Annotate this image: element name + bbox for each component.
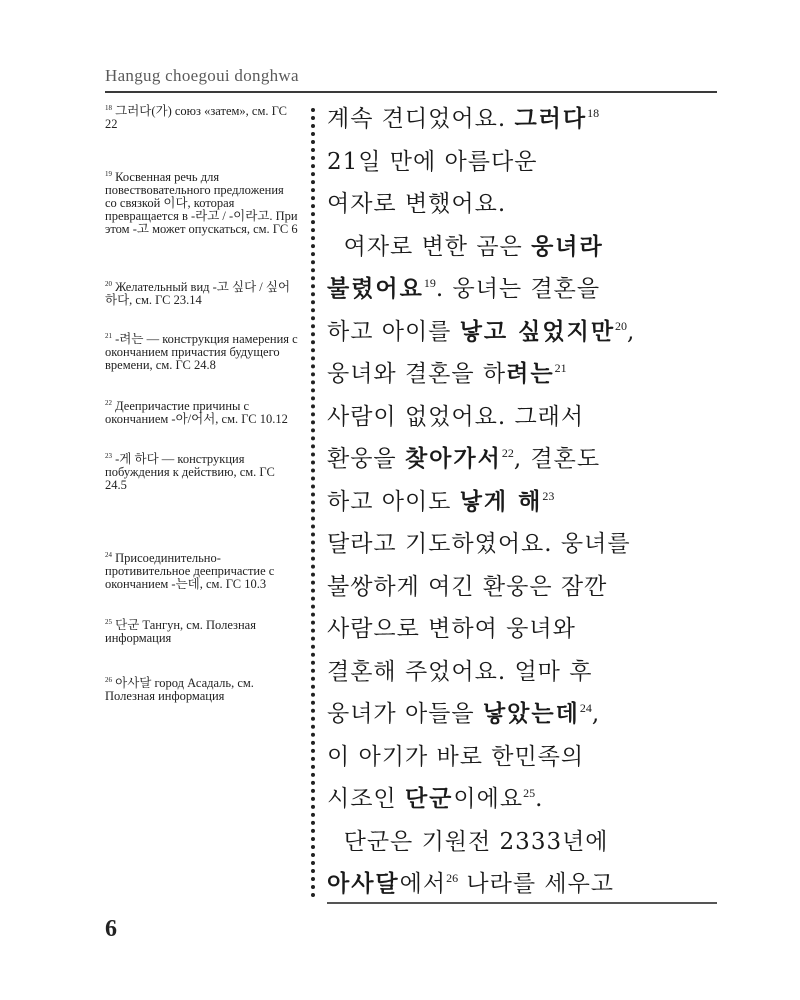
footnote-18: $^{18}$ 그러다(가) союз «затем», см. ГС 22	[105, 104, 288, 131]
text-line: 사람이 없었어요. 그래서	[327, 403, 585, 430]
bottom-rule	[327, 902, 717, 904]
text-line: 웅녀와 결혼을 하려는$^{21}$	[327, 361, 567, 387]
text-line: 불쌍하게 여긴 환웅은 잠깐	[327, 573, 608, 600]
dotted-divider	[311, 108, 315, 898]
footnote-19: $^{19}$ Косвенная речь для повествовательного предложения со связкой 이다, которая превращается в -라고 / -이라고. При этом -고 может опускаться, см. ГС 6	[105, 170, 298, 236]
text-line: 사람으로 변하여 웅녀와	[327, 616, 576, 642]
text-line: 아사달에서$^{26}$ 나라를 세우고	[327, 871, 615, 897]
text-line: 여자로 변했어요.	[327, 191, 507, 217]
footnote-25: $^{25}$ 단군 Тангун, см. Полезная информация	[105, 618, 256, 645]
footnote-24: $^{24}$ Присоединительно-противительное деепричастие с окончанием -는데, см. ГС 10.3	[105, 551, 275, 591]
footnote-20: $^{20}$ Желательный вид -고 싶다 / 싶어하다, см. ГС 23.14	[105, 280, 291, 307]
main-text	[327, 98, 727, 906]
footnote-21: $^{21}$ -려는 — конструкция намерения с окончанием причастия будущего времени, см. ГС 24.8	[105, 332, 298, 372]
page-number: 6	[105, 916, 117, 942]
text-line: 하고 아이도 낳게 해$^{23}$	[327, 488, 555, 515]
footnote-23: $^{23}$ -게 하다 — конструкция побуждения к действию, см. ГС 24.5	[105, 452, 275, 492]
text-line: 여자로 변한 곰은 웅녀라	[327, 233, 604, 260]
text-line: 계속 견디었어요. 그러다$^{18}$	[327, 106, 600, 132]
text-line: 이 아기가 바로 한민족의	[327, 743, 585, 770]
text-line: 시조인 단군이에요$^{25}$.	[327, 786, 544, 812]
text-line: 결혼해 주었어요. 얼마 후	[327, 658, 593, 685]
text-line: 환웅을 찾아가서$^{22}$, 결혼도	[327, 446, 601, 472]
text-line: 21일 만에 아름다운	[327, 148, 538, 175]
running-header: Hangug choegoui donghwa	[105, 66, 299, 85]
header-rule	[105, 91, 717, 93]
footnote-26: $^{26}$ 아사달 город Асадаль, см. Полезная информация	[105, 676, 254, 703]
text-line: 웅녀가 아들을 낳았는데$^{24}$,	[327, 701, 601, 727]
text-line: 달라고 기도하였어요. 웅녀를	[327, 531, 631, 557]
text-line: 하고 아이를 낳고 싶었지만$^{20}$,	[327, 318, 636, 345]
text-line: 불렸어요$^{19}$. 웅녀는 결혼을	[327, 276, 601, 302]
footnote-22: $^{22}$ Деепричастие причины с окончанием -아/어서, см. ГС 10.12	[105, 399, 288, 426]
text-line: 단군은 기원전 2333년에	[327, 828, 609, 855]
